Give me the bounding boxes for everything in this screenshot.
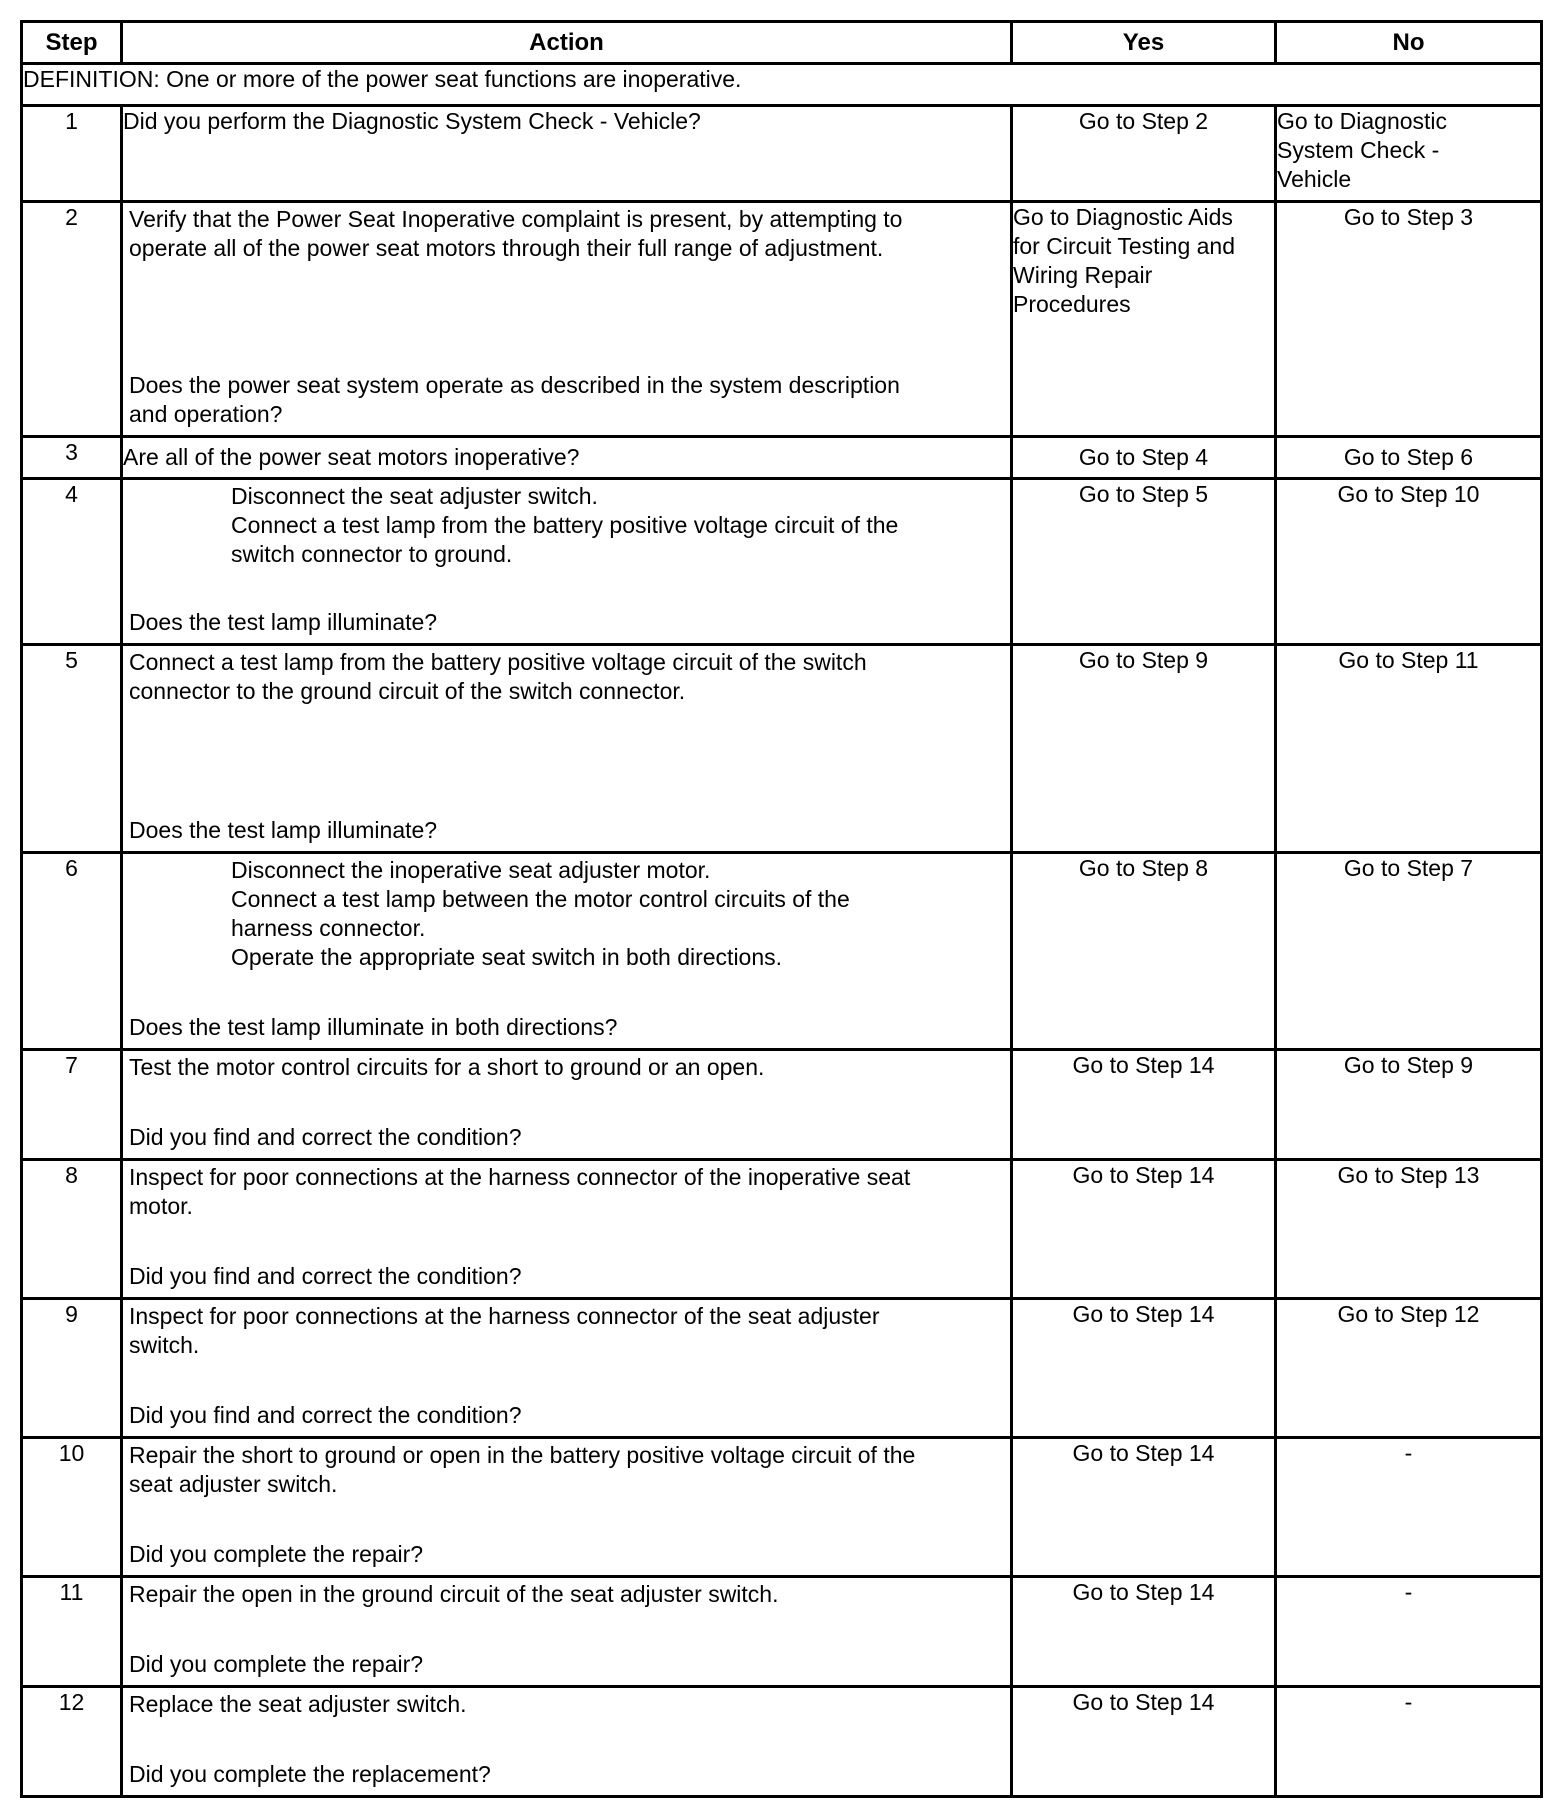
header-step: Step (22, 22, 122, 64)
action-cell (122, 1687, 1012, 1797)
action-text: Disconnect the inoperative seat adjuster motor. (231, 857, 711, 883)
yes-text: Wiring Repair (1013, 262, 1153, 288)
header-no: No (1276, 22, 1542, 64)
no-cell (1276, 106, 1542, 202)
action-question: Did you complete the repair? (129, 1541, 424, 1567)
action-cell (122, 1299, 1012, 1438)
no-cell (1276, 437, 1542, 479)
table-row (22, 437, 1542, 479)
no-cell (1276, 202, 1542, 437)
no-text: Go to Step 6 (1343, 444, 1474, 470)
yes-cell (1012, 853, 1276, 1050)
yes-text: Go to Step 14 (1072, 1162, 1215, 1188)
action-cell (122, 1438, 1012, 1577)
step-number: 1 (22, 106, 122, 202)
no-text: Vehicle (1277, 166, 1352, 192)
yes-text: Go to Step 14 (1072, 1579, 1215, 1605)
action-text: operate all of the power seat motors through their full range of adjustment. (129, 235, 884, 261)
no-cell (1276, 1577, 1542, 1687)
action-text: Connect a test lamp from the battery positive voltage circuit of the switch (129, 649, 867, 675)
action-cell (122, 1160, 1012, 1299)
step-number: 6 (22, 853, 122, 1050)
action-cell (122, 437, 1012, 479)
yes-cell (1012, 1577, 1276, 1687)
action-cell (122, 1050, 1012, 1160)
no-cell (1276, 1438, 1542, 1577)
table-row (22, 1687, 1542, 1797)
no-text: Go to Step 7 (1343, 855, 1474, 881)
action-text: connector to the ground circuit of the switch connector. (129, 678, 686, 704)
no-text: - (1404, 1689, 1413, 1715)
step-number: 11 (22, 1577, 122, 1687)
table-row (22, 1438, 1542, 1577)
step-number: 3 (22, 437, 122, 479)
no-cell (1276, 645, 1542, 853)
action-text: Inspect for poor connections at the harness connector of the inoperative seat (129, 1164, 911, 1190)
action-cell (122, 645, 1012, 853)
yes-cell (1012, 1438, 1276, 1577)
action-question: Did you complete the replacement? (129, 1761, 491, 1787)
action-text: Repair the open in the ground circuit of the seat adjuster switch. (129, 1581, 779, 1607)
action-question: Does the test lamp illuminate in both directions? (129, 1014, 618, 1040)
yes-cell (1012, 479, 1276, 645)
action-question: Did you complete the repair? (129, 1651, 424, 1677)
action-text: harness connector. (231, 915, 426, 941)
action-cell (122, 479, 1012, 645)
action-question: Did you find and correct the condition? (129, 1124, 522, 1150)
yes-text: Go to Step 14 (1072, 1052, 1215, 1078)
action-text: switch. (129, 1332, 200, 1358)
yes-text: Go to Step 9 (1078, 647, 1209, 673)
step-number: 2 (22, 202, 122, 437)
step-number: 7 (22, 1050, 122, 1160)
table-row (22, 479, 1542, 645)
no-text: Go to Diagnostic (1277, 108, 1448, 134)
yes-text: Go to Diagnostic Aids (1013, 204, 1233, 230)
step-number: 9 (22, 1299, 122, 1438)
no-cell (1276, 479, 1542, 645)
action-text: Connect a test lamp from the battery positive voltage circuit of the (231, 512, 899, 538)
action-question: Does the power seat system operate as described in the system description (129, 372, 900, 398)
table-row (22, 1050, 1542, 1160)
step-number: 12 (22, 1687, 122, 1797)
no-cell (1276, 1299, 1542, 1438)
no-text: Go to Step 9 (1343, 1052, 1474, 1078)
table-row (22, 645, 1542, 853)
yes-cell (1012, 645, 1276, 853)
yes-text: Go to Step 5 (1078, 481, 1209, 507)
step-number: 10 (22, 1438, 122, 1577)
yes-cell (1012, 106, 1276, 202)
no-text: Go to Step 13 (1337, 1162, 1480, 1188)
action-text: Repair the short to ground or open in the battery positive voltage circuit of the (129, 1442, 916, 1468)
no-text: Go to Step 11 (1338, 647, 1479, 673)
yes-cell (1012, 437, 1276, 479)
yes-text: Go to Step 4 (1078, 444, 1209, 470)
action-cell (122, 853, 1012, 1050)
diagnostic-table (20, 20, 1543, 1798)
action-text: Are all of the power seat motors inoperative? (123, 444, 580, 470)
action-text: Operate the appropriate seat switch in both directions. (231, 944, 783, 970)
yes-cell (1012, 1687, 1276, 1797)
header-yes: Yes (1012, 22, 1276, 64)
step-number: 5 (22, 645, 122, 853)
header-action: Action (122, 22, 1012, 64)
no-cell (1276, 1160, 1542, 1299)
action-question: Did you find and correct the condition? (129, 1263, 522, 1289)
yes-cell (1012, 1050, 1276, 1160)
action-text: Replace the seat adjuster switch. (129, 1691, 467, 1717)
step-number: 8 (22, 1160, 122, 1299)
no-text: Go to Step 10 (1337, 481, 1480, 507)
no-text: System Check - (1277, 137, 1440, 163)
action-text: seat adjuster switch. (129, 1471, 338, 1497)
no-text: Go to Step 3 (1343, 204, 1474, 230)
table-row (22, 106, 1542, 202)
no-text: - (1404, 1440, 1413, 1466)
action-text: Inspect for poor connections at the harness connector of the seat adjuster (129, 1303, 880, 1329)
table-row (22, 202, 1542, 437)
yes-cell (1012, 1299, 1276, 1438)
header-row (22, 22, 1542, 64)
table-row (22, 1299, 1542, 1438)
no-cell (1276, 1687, 1542, 1797)
yes-cell (1012, 202, 1276, 437)
table-row (22, 1160, 1542, 1299)
action-question: and operation? (129, 401, 283, 427)
no-text: Go to Step 12 (1337, 1301, 1480, 1327)
action-text: motor. (129, 1193, 193, 1219)
action-text: Connect a test lamp between the motor control circuits of the (231, 886, 850, 912)
yes-text: for Circuit Testing and (1013, 233, 1236, 259)
no-text: - (1404, 1579, 1413, 1605)
no-cell (1276, 1050, 1542, 1160)
action-cell (122, 106, 1012, 202)
definition-row (22, 64, 1542, 106)
no-cell (1276, 853, 1542, 1050)
action-cell (122, 202, 1012, 437)
yes-text: Go to Step 2 (1078, 108, 1209, 134)
yes-text: Go to Step 14 (1072, 1301, 1215, 1327)
action-question: Did you find and correct the condition? (129, 1402, 522, 1428)
action-text: Verify that the Power Seat Inoperative complaint is present, by attempting to (129, 206, 903, 232)
action-cell (122, 1577, 1012, 1687)
action-text: Disconnect the seat adjuster switch. (231, 483, 598, 509)
yes-text: Go to Step 14 (1072, 1689, 1215, 1715)
yes-text: Go to Step 14 (1072, 1440, 1215, 1466)
action-text: Did you perform the Diagnostic System Check - Vehicle? (123, 108, 701, 134)
table-row (22, 1577, 1542, 1687)
yes-text: Procedures (1013, 291, 1131, 317)
table-row (22, 853, 1542, 1050)
yes-text: Go to Step 8 (1078, 855, 1209, 881)
definition-text: DEFINITION: One or more of the power seat functions are inoperative. (22, 64, 1542, 106)
yes-cell (1012, 1160, 1276, 1299)
action-text: Test the motor control circuits for a short to ground or an open. (129, 1054, 765, 1080)
step-number: 4 (22, 479, 122, 645)
action-question: Does the test lamp illuminate? (129, 817, 438, 843)
action-question: Does the test lamp illuminate? (129, 609, 438, 635)
action-text: switch connector to ground. (231, 541, 513, 567)
